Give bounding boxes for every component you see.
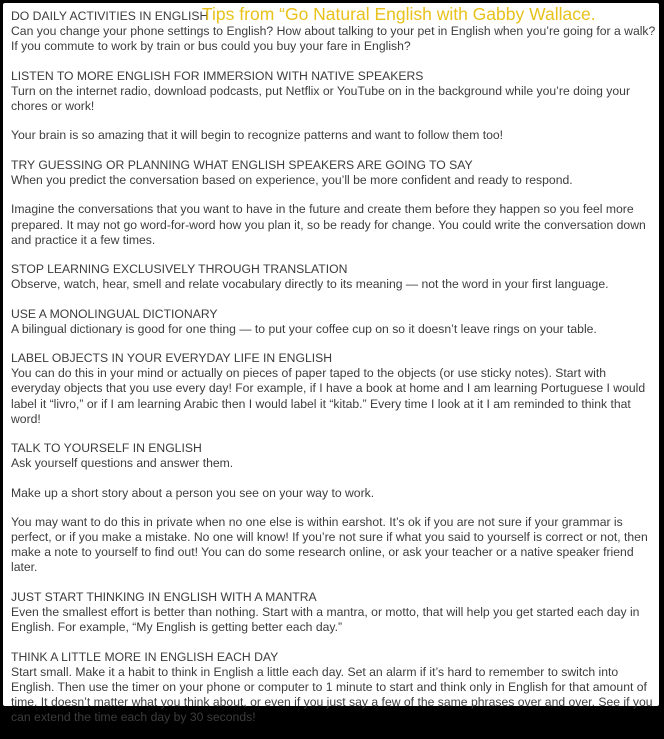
section-paragraph: Your brain is so amazing that it will begin to recognize patterns and want to follow them too! <box>11 128 504 143</box>
section-heading: TRY GUESSING OR PLANNING WHAT ENGLISH SPEAKERS ARE GOING TO SAY <box>11 157 473 172</box>
section-label-objects <box>11 351 656 426</box>
section-heading-line <box>11 4 596 24</box>
section-mantra <box>11 590 656 635</box>
section-heading: LISTEN TO MORE ENGLISH FOR IMMERSION WITH NATIVE SPEAKERS <box>11 68 424 83</box>
section-paragraph-block <box>11 202 656 247</box>
section-do-daily-activities <box>11 4 656 54</box>
document-page <box>3 3 659 724</box>
section-paragraph: Turn on the internet radio, download podcasts, put Netflix or YouTube on in the background while you’re doing your chores or work! <box>11 83 631 113</box>
section-try-guessing <box>11 158 656 188</box>
section-paragraph: Even the smallest effort is better than nothing. Start with a mantra, or motto, that will help you get started each day in English. For example, “My English is getting better each day.” <box>11 605 640 635</box>
section-heading: DO DAILY ACTIVITIES IN ENGLISH <box>11 9 209 23</box>
section-heading: USE A MONOLINGUAL DICTIONARY <box>11 306 218 321</box>
section-paragraph-block <box>11 515 656 575</box>
section-paragraph: Ask yourself questions and answer them. <box>11 456 234 471</box>
section-heading: TALK TO YOURSELF IN ENGLISH <box>11 441 202 456</box>
section-paragraph-block <box>11 128 656 143</box>
section-heading: STOP LEARNING EXCLUSIVELY THROUGH TRANSLATION <box>11 262 348 277</box>
section-paragraph: Imagine the conversations that you want to have in the future and create them before they happen so you feel more prepared. It may not go word-for-word how you plan it, so be ready for change. You could write the conversation down and practice it a few times. <box>11 202 646 247</box>
section-paragraph: Can you change your phone settings to English? How about talking to your pet in English when you’re going for a walk? If you commute to work by train or bus could you buy your fare in English? <box>11 24 656 54</box>
title-banner: Tips from “Go Natural English with Gabby Wallace. <box>202 4 596 24</box>
section-heading: THINK A LITTLE MORE IN ENGLISH EACH DAY <box>11 649 279 664</box>
section-paragraph: A bilingual dictionary is good for one thing — to put your coffee cup on so it doesn’t leave rings on your table. <box>11 321 597 336</box>
section-paragraph: Observe, watch, hear, smell and relate vocabulary directly to its meaning — not the word in your first language. <box>11 277 609 292</box>
section-paragraph: You can do this in your mind or actually on pieces of paper taped to the objects (or use sticky notes). Start with everyday objects that you use every day! For example, if I have a book at home and I am learning Portuguese I would label it “livro,” or if I am learning Arabic then I would label it “kitab.” Every time I look at it I am reminded to think that word! <box>11 366 646 426</box>
section-think-more <box>11 650 656 725</box>
section-stop-translation <box>11 262 656 292</box>
section-paragraph: Make up a short story about a person you see on your way to work. <box>11 485 375 500</box>
section-listen-more <box>11 69 656 114</box>
section-heading: LABEL OBJECTS IN YOUR EVERYDAY LIFE IN ENGLISH <box>11 351 333 366</box>
section-paragraph: When you predict the conversation based on experience, you’ll be more confident and ready to respond. <box>11 172 573 187</box>
section-paragraph-block <box>11 486 656 501</box>
document-content <box>11 4 656 739</box>
section-paragraph: Start small. Make it a habit to think in English a little each day. Set an alarm if it’s hard to remember to switch into English. Then use the timer on your phone or computer to 1 minute to start and think only in English for that amount of time. It doesn’t matter what you think about, or even if you just say a few of the same phrases over and over. See if you can extend the time each day by 30 seconds! <box>11 664 653 724</box>
section-heading: JUST START THINKING IN ENGLISH WITH A MANTRA <box>11 589 317 604</box>
section-monolingual-dictionary <box>11 307 656 337</box>
section-paragraph: You may want to do this in private when no one else is within earshot. It’s ok if you are not sure if your grammar is perfect, or if you make a mistake. No one will know! If you’re not sure if what you said to yourself is correct or not, then make a note to yourself to find out! You can do some research online, or ask your teacher or a native speaker friend later. <box>11 515 648 575</box>
section-talk-to-yourself <box>11 441 656 471</box>
